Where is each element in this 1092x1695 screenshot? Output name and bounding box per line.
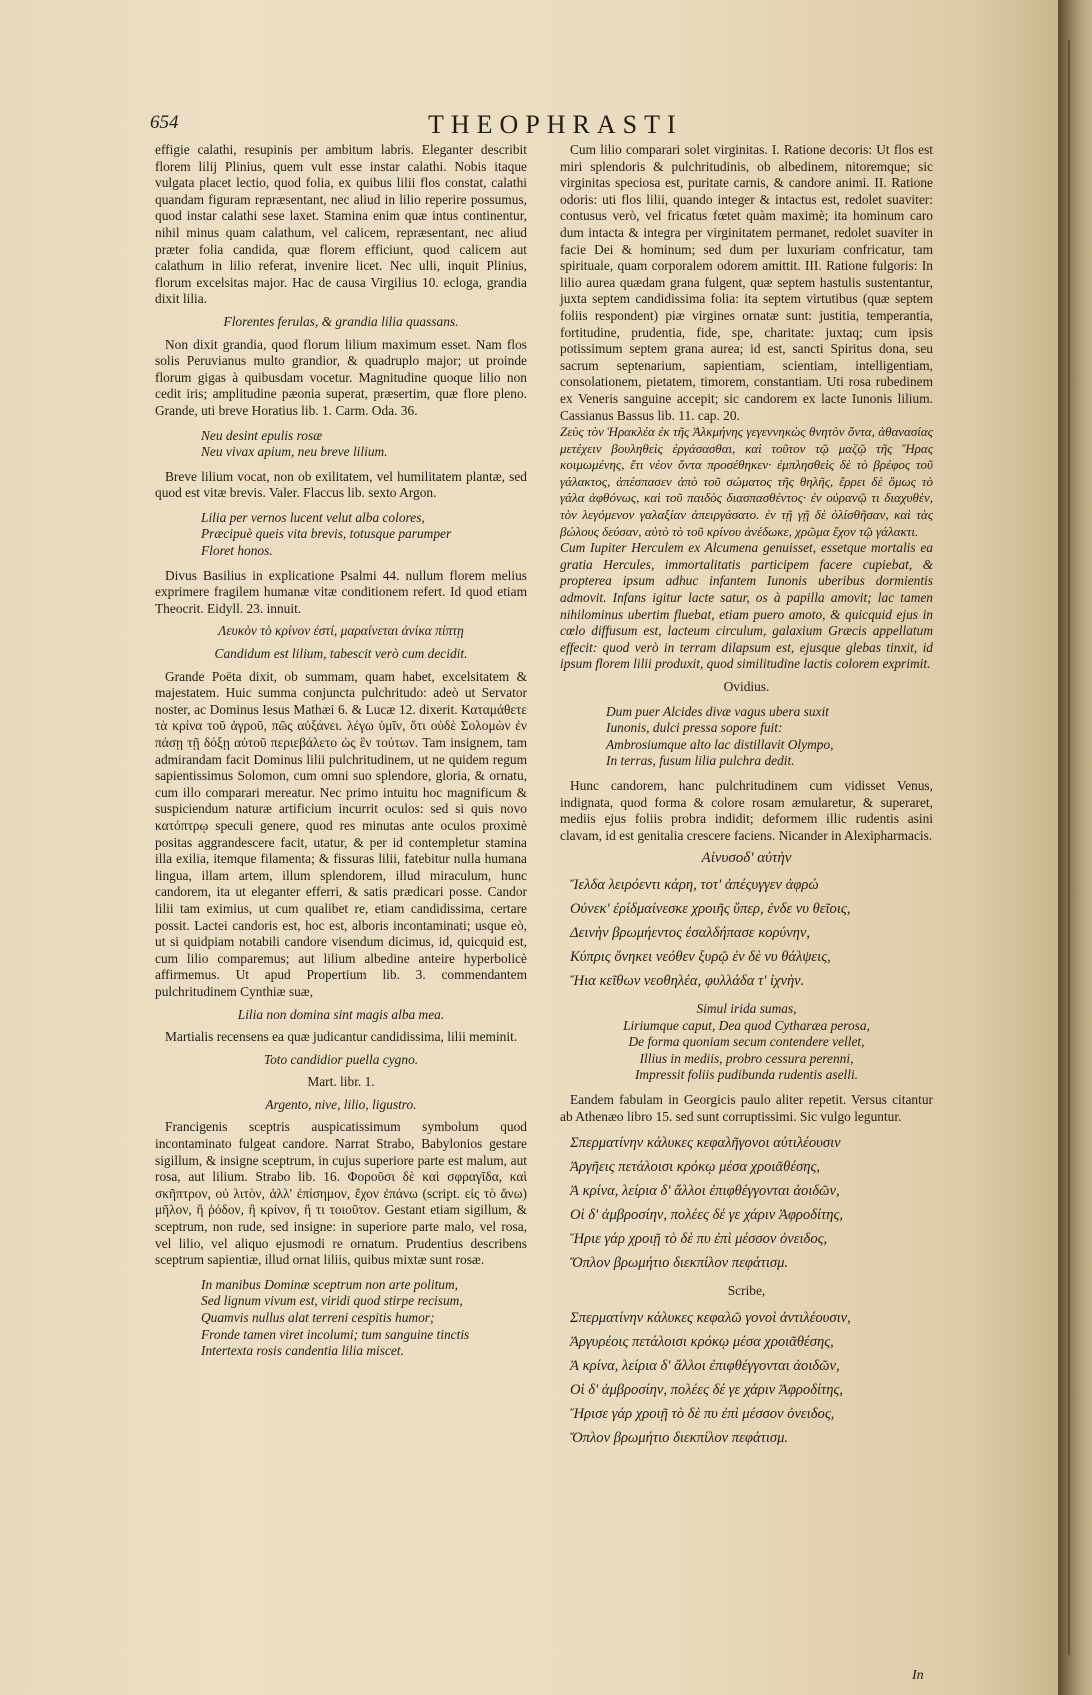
citation-line: Mart. libr. 1.	[307, 1074, 375, 1090]
verse-line: De forma quoniam secum contendere vellet,	[628, 1034, 865, 1050]
paragraph: Cum Iupiter Herculem ex Alcumena genuisset, essetque mortalis ea gratia Hercules, immortalitatis participem facere cupiebat, & propterea ipsum adhuc infantem Iunonis uberibus dormientis admovit. Infans igitur lacte satur, os à papilla amovit; lac tamen nihilominus ubertim fluebat, etiam puero amoto, & quicquid ejus in cœlo diffusum est, lacteum circulum, galaxium Græcis appellatum effecit: quod verò in terram dilapsum est, ejusque glebas tinxit, id ipsum florem lilii produxit, quod similitudine lactis colorem exprimit.	[560, 540, 933, 672]
paragraph: Francigenis sceptris auspicatissimum symbolum quod incontaminato fulgeat candore. Narrat Strabo, Babylonios gestare sigillum, & insigne sceptrum, in cujus superiore parte est malum, aut rosa, aut lilium. Strabo lib. 16. Φοροῦσι δὲ καὶ σφραγῖδα, καὶ σκῆπτρον, οὐ λιτὸν, ἀλλ' ἐπίσημον, ἔχον ἐπάνω (script. εἰς τὸ ἄνω) μῆλον, ἢ ῥόδον, ἢ κρίνον, ἤ τι τοιοῦτον. Gestant etiam sigillum, & sceptrum, non rude, sed insigne: in superiore parte malo, vel rosa, vel lilio, vel aliquo ejusmodi re ornatum. Prudentius describens sceptrum sapientiæ, illud ornat liliis, quibus mixtæ sunt rosæ.	[155, 1119, 527, 1268]
paragraph: Breve lilium vocat, non ob exilitatem, vel humilitatem plantæ, sed quod est vitæ brevis. Valer. Flaccus lib. sexto Argon.	[155, 468, 527, 501]
quotation-line: Candidum est lilium, tabescit verò cum decidit.	[214, 646, 468, 662]
verse-line: Impressit foliis pudibunda rudentis aselli.	[634, 1067, 859, 1083]
verse-block	[560, 704, 933, 770]
verse-line: Ἀ κρίνα, λείρια δ' ἄλλοι ἐπιφθέγγονται ἀοιδῶν,	[570, 1357, 840, 1374]
running-head-title: THEOPHRASTI	[428, 110, 683, 139]
page-number: 654	[150, 112, 179, 133]
facing-page-edge	[1068, 40, 1070, 1655]
verse-line: Illius in mediis, probro cessura perenni,	[639, 1050, 854, 1066]
verse-line: Ἀ κρίνα, λείρια δ' ἄλλοι ἐπιφθέγγονται ἀοιδῶν,	[570, 1183, 840, 1200]
verse-line: Iunonis, dulci pressa sopore fuit:	[606, 720, 783, 736]
verse-line: Liriumque caput, Dea quod Cytharæa perosa,	[623, 1017, 870, 1033]
verse-line: Neu vivax apium, neu breve lilium.	[201, 444, 388, 460]
verse-line: In terras, fusum lilia pulchra dedit.	[606, 753, 795, 769]
paragraph: effigie calathi, resupinis per ambitum labris. Eleganter describit florem lilij Plinius, quem vult esse instar calathi. Nobis itaque vulgata placet lectio, quod folia, ex quibus lilii flos constat, calathi quandam figuram repræsentant, nec aliud in lilio reperire possumus, quod instar calathi sese laxet. Stamina enim quæ intus continentur, nihil minus quam calathum, vel calicem, repræsentant, nec aliud præter folia candida, quæ florem efficiunt, quod calicem aut calathum in lilio referat, invenire licet. Nec ulli, inquit Plinius, florum excelsitas major. Hac de causa Virgilius 10. ecloga, grandia dixit lilia.	[155, 142, 527, 307]
greek-verse-block	[570, 873, 933, 993]
verse-line: Οὐνεκ' ἐρίδμαίνεσκε χροιῆς ὕπερ, ἐνδε νυ θεῖοις,	[570, 900, 851, 917]
verse-line: Dum puer Alcides divæ vagus ubera suxit	[606, 703, 829, 719]
paragraph: Ζεὺς τὸν Ἡρακλέα ἐκ τῆς Ἀλκμήνης γεγεννηκὼς θνητὸν ὄντα, ἀθανασίας μετέχειν βουληθεὶς ἐργάσασθαι, καὶ τοῦτον τῷ μαζῷ τῆς Ἥρας κοιμωμένης, ἔτι νέον ὄντα προσέθηκεν· ἐμπλησθεὶς δὲ τὸ βρέφος τοῦ γάλακτος, ἀπέσπασεν ἀπὸ τοῦ σώματος τῆς θηλῆς, ἔρρει δὲ ὅμως τὸ γάλα ἀφθόνως, καὶ τοῦ παιδὸς διασπασθέντος· ἐν οὐρανῷ τι διαχυθὲν, τὸν λεγόμενον γαλαξίαν ἀπειργάσατο. ἐν τῇ γῇ δὲ ὀλίσθῆσαν, καὶ τὰς βώλους δεύσαν, αὐτὸ τὸ τοῦ κρίνου ἀνέδωκε, χρῶμα ἔχον τῷ γάλακτι.	[560, 424, 933, 539]
binding-gutter	[1058, 0, 1092, 1695]
verse-line: Sed lignum vivum est, viridi quod stirpe recisum,	[201, 1293, 463, 1309]
left-column	[155, 142, 527, 1368]
verse-line: Neu desint epulis rosæ	[201, 427, 323, 443]
paragraph: Divus Basilius in explicatione Psalmi 44. nullum florem melius exprimere fragilem humanæ vitæ conditionem refert. Id quod etiam Theocrit. Eidyll. 23. innuit.	[155, 567, 527, 616]
paragraph: Non dixit grandia, quod florum lilium maximum esset. Nam flos solis Peruvianus multo grandior, & quadruplo major; ut proinde florum gigas à quibusdam vocetur. Magnitudine quoque lilio non cedit iris; amplitudine pæonia superat, præsertim, quæ flore pleno. Grande, uti breve Horatius lib. 1. Carm. Oda. 36.	[155, 336, 527, 418]
quotation-line: Argento, nive, lilio, ligustro.	[265, 1096, 417, 1112]
verse-line: Ἴελδα λειρόεντι κάρη, τοτ' ἀπέςυγγεν ἀφρώ	[570, 876, 819, 893]
verse-line: Ἥριε γάρ χροιῇ τὸ δὲ πυ ἐπὶ μέσσον ὀνειδος,	[570, 1231, 828, 1248]
citation-line: Ovidius.	[723, 679, 770, 694]
verse-line: Floret honos.	[201, 543, 273, 559]
verse-line: Quamvis nullus alat terreni cespitis humor;	[201, 1310, 435, 1325]
greek-quotation-line: Λευκὸν τὸ κρίνον ἐστί, μαραίνεται ἀνίκα πίπτῃ	[218, 623, 464, 639]
verse-line: Simul irida sumas,	[696, 1000, 797, 1016]
verse-block	[155, 510, 527, 560]
paragraph: Martialis recensens ea quæ judicantur candidissima, lilii meminit.	[165, 1029, 518, 1045]
verse-line: Σπερματίνην κάλυκες κεφαλῆγονοι αὐτιλέουσιν	[570, 1135, 841, 1152]
verse-line: Lilia per vernos lucent velut alba colores,	[201, 509, 425, 525]
quotation-line: Toto candidior puella cygno.	[263, 1051, 419, 1067]
quotation-line: Florentes ferulas, & grandia lilia quassans.	[223, 313, 459, 329]
paragraph: Cum lilio comparari solet virginitas. I. Ratione decoris: Ut flos est miri splendoris & pulchritudinis, ob albedinem, nitoremque; sic virginitas speciosa est, puritate carnis, & candore animi. II. Ratione odoris: uti flos lilii, quando integer & intactus est, redolet suaviter: contusus verò, vel fricatus fœtet quàm maximè; ita hominum caro dum intacta & integra per virginitatem permanet, redolet suaviter in facie Dei & hominum; sed dum per luxuriam confricatur, tam spirituale, quam corporalem odorem amittit. III. Ratione fulgoris: In lilio aurea quædam grana fulgent, quæ septem hastulis sustentantur, juxta septem candidissima folia: ita septem virtutibus (quæ septem foliis respondent) piæ virgines ornatæ sunt: justitia, temperantia, fortitudine, prudentia, fide, spe, charitate: juxtaq; cum ipsis potissimum septem grana aurea; id est, sancti Spiritus dona, seu sacrum septenarium, sapientiam, scientiam, intelligentiam, consolationem, pietatem, timorem, constantiam. Uti rosa rubedinem ex Veneris sanguine accepit; sic candorem ex lacte Iunonis lilium. Cassianus Bassus lib. 11. cap. 20.	[560, 142, 933, 423]
verse-line: Ὅπλον βρωμήτιο διεκπίλον πεφάτισμ.	[570, 1429, 789, 1446]
quotation-line: Lilia non domina sint magis alba mea.	[237, 1006, 445, 1022]
verse-line: Οἱ δ' ἀμβροσίην, πολέες δέ γε χάριν Ἀφροδίτης,	[570, 1381, 844, 1398]
verse-line: Δεινὴν βρωμήεντος ἐσαλδήπασε κορύνην,	[570, 924, 811, 941]
verse-line: In manibus Dominæ sceptrum non arte politum,	[201, 1276, 459, 1292]
verse-line: Σπερματίνην κάλυκες κεφαλῶ γονοὶ ἀντιλέουσιν,	[570, 1309, 851, 1326]
verse-line: Ambrosiumque alto lac distillavit Olympo,	[606, 736, 834, 752]
verse-line: Præcipuè queis vita brevis, totusque parumper	[201, 526, 452, 542]
verse-line: Ἤια κεῖθων νεοθηλέα, φυλλάδα τ' ἰχνὴν.	[570, 972, 805, 989]
catchword: In	[912, 1668, 924, 1683]
verse-line: Ἤρισε γάρ χροιῇ τὸ δὲ πυ ἐπὶ μέσσον ὀνειδος,	[570, 1405, 835, 1422]
verse-block	[155, 428, 527, 461]
verse-line: Ἀργυρέοις πετάλοισι κρόκῳ μέσα χροιᾶθέσης,	[570, 1333, 834, 1350]
running-head	[150, 110, 910, 144]
paragraph: Eandem fabulam in Georgicis paulo aliter repetit. Versus citantur ab Athenæo libro 15. sed sunt corruptissimi. Sic vulgo leguntur.	[560, 1091, 933, 1124]
verse-line: Κύπρις ὅνηκει νεόθεν ξυρῷ ἐν δὲ νυ θάλψεις,	[570, 948, 831, 965]
verse-block	[560, 1001, 933, 1084]
right-column	[560, 142, 933, 1458]
verse-line: Ὅπλον βρωμήτιο διεκπίλον πεφάτισμ.	[570, 1255, 789, 1272]
greek-verse-block	[570, 1131, 933, 1275]
verse-line: Fronde tamen viret incolumi; tum sanguine tinctis	[201, 1326, 470, 1342]
citation-line: Scribe,	[727, 1283, 766, 1299]
verse-line: Οἱ δ' ἀμβροσίην, πολέες δέ γε χάριν Ἀφροδίτης,	[570, 1207, 844, 1224]
verse-line: Intertexta rosis candentia lilia miscet.	[201, 1343, 404, 1359]
verse-line: Ἀργῆεις πετάλοισι κρόκῳ μέσα χροιᾶθέσης,	[570, 1159, 821, 1176]
paragraph: Hunc candorem, hanc pulchritudinem cum vidisset Venus, indignata, quod forma & colore rosam æmularetur, & superaret, mediis ejus foliis probra indidit; deformem illic rudentis asini clavam, id est genitalia crescere faciens. Nicander in Alexipharmacis.	[560, 777, 933, 843]
verse-block	[155, 1277, 527, 1360]
greek-verse-block	[570, 1306, 933, 1450]
greek-verse-title: Αἰνυσοδ' αὐτὴν	[701, 850, 792, 867]
paragraph: Grande Poëta dixit, ob summam, quam habet, excelsitatem & majestatem. Huic summa conjuncta pulchritudo: adeò ut Servator noster, ac Dominus Iesus Mathæi 6. & Lucæ 12. dixerit. Καταμάθετε τὰ κρίνα τοῦ ἀγροῦ, πῶς αὐξάνει. λέγω ὑμῖν, ὅτι οὐδὲ Σολομὼν ἐν πάσῃ τῇ δόξῃ αὐτοῦ περιεβάλετο ὡς ἓν τούτων. Tam insignem, tam admirandam facit Dominus lilii pulchritudinem, ut ne quidem regum sapientissimus Solomon, cum omni suo splendore, gloria, & ornatu, cum illo comparari mereatur. Nec primo intuitu hoc magnificum & suspiciendum naturæ artificium incurrit oculos: sed si quis novo κατόπτρῳ speculi genere, quod res minutas ante oculos proximè positas aggrandescere facit, utatur, & per id contempletur stamina illa exilia, itemque filamenta; & fissuras lilii, fatebitur nulla humana lingua, illam artem, illum splendorem, illud miraculum, hunc candorem, ita ut eleganter efferri, & satis prædicari posse. Candor lilii tam eximius, ut cum qualibet re, etiam candidissima, certare possit. Lactei candoris est, hoc est, alboris incontaminati; usque eò, ut si quidpiam notabili candore visendum dicimus, id, quicquid est, cum lilio comparemus; aut lilium albedine anteire hyperbolicè affirmemus. Ut apud Propertium lib. 3. commendantem pulchritudinem Cynthiæ suæ,	[155, 668, 527, 999]
